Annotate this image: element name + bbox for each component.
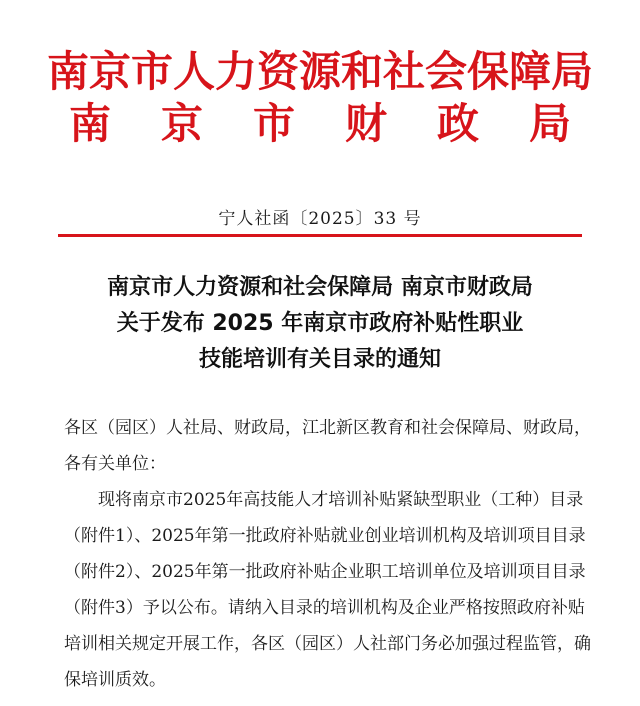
issuer-line-finance: 南京市财政局	[68, 99, 621, 148]
document-title	[0, 270, 640, 378]
body-paragraph: 现将南京市2025年高技能人才培训补贴紧缺型职业（工种）目录（附件1）、2025年第一批政府补贴就业创业培训机构及培训项目目录（附件2）、2025年第一批政府补贴企业职工培训单位及培训项目目录（附件3）予以公布。请纳入目录的培训机构及企业严格按照政府补贴培训相关规定开展工作，各区（园区）人社部门务必加强过程监管，确保培训质效。	[64, 490, 591, 690]
issuer-header	[0, 46, 640, 150]
title-line-2: 关于发布 2025 年南京市政府补贴性职业	[116, 311, 524, 336]
title-line-1: 南京市人力资源和社会保障局 南京市财政局	[107, 275, 533, 300]
document-body	[64, 410, 600, 698]
salutation: 各区（园区）人社局、财政局，江北新区教育和社会保障局、财政局，各有关单位：	[64, 418, 591, 474]
issuer-line-hrss: 南京市人力资源和社会保障局	[46, 47, 593, 96]
title-line-3: 技能培训有关目录的通知	[198, 347, 441, 372]
red-divider	[58, 234, 582, 237]
document-number: 宁人社函〔2025〕33 号	[218, 209, 422, 229]
